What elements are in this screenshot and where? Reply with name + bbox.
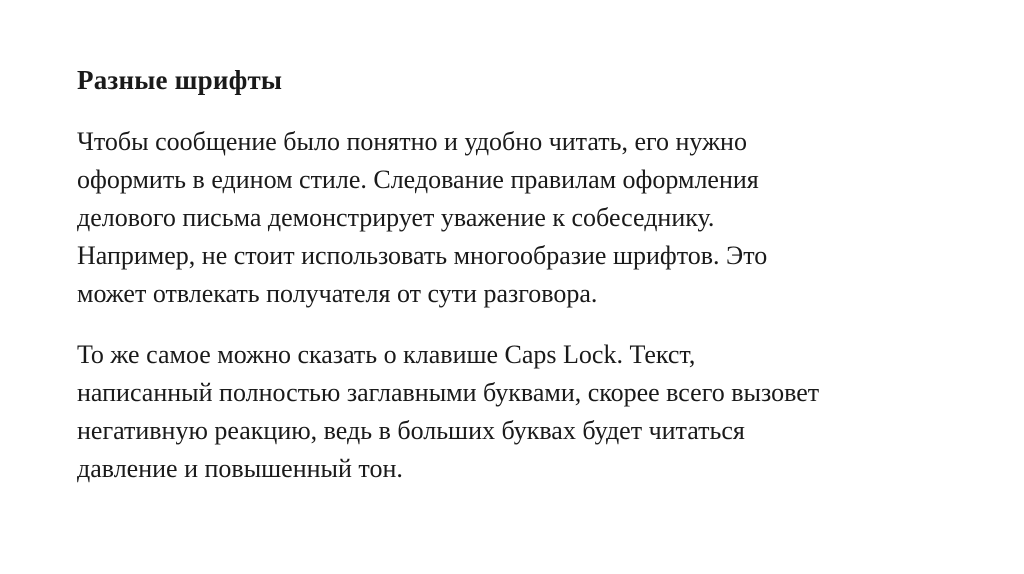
slide-title: Разные шрифты [77, 65, 283, 95]
paragraph-line: написанный полностью заглавными буквами, скорее всего вызовет [77, 378, 820, 407]
paragraph-line: может отвлекать получателя от сути разговора. [77, 279, 598, 308]
paragraph-line: негативную реакцию, ведь в больших буквах будет читаться [77, 416, 745, 445]
paragraph-line: оформить в едином стиле. Следование правилам оформления [77, 165, 759, 194]
paragraph-line: делового письма демонстрирует уважение к собеседнику. [77, 203, 715, 232]
paragraph-line: давление и повышенный тон. [77, 454, 403, 483]
paragraph-line: Чтобы сообщение было понятно и удобно читать, его нужно [77, 127, 747, 156]
paragraph-line: То же самое можно сказать о клавише Caps Lock. Текст, [77, 340, 696, 369]
paragraph-caps-lock [77, 336, 977, 488]
paragraph-fonts [77, 123, 977, 313]
paragraph-line: Например, не стоит использовать многообразие шрифтов. Это [77, 241, 768, 270]
